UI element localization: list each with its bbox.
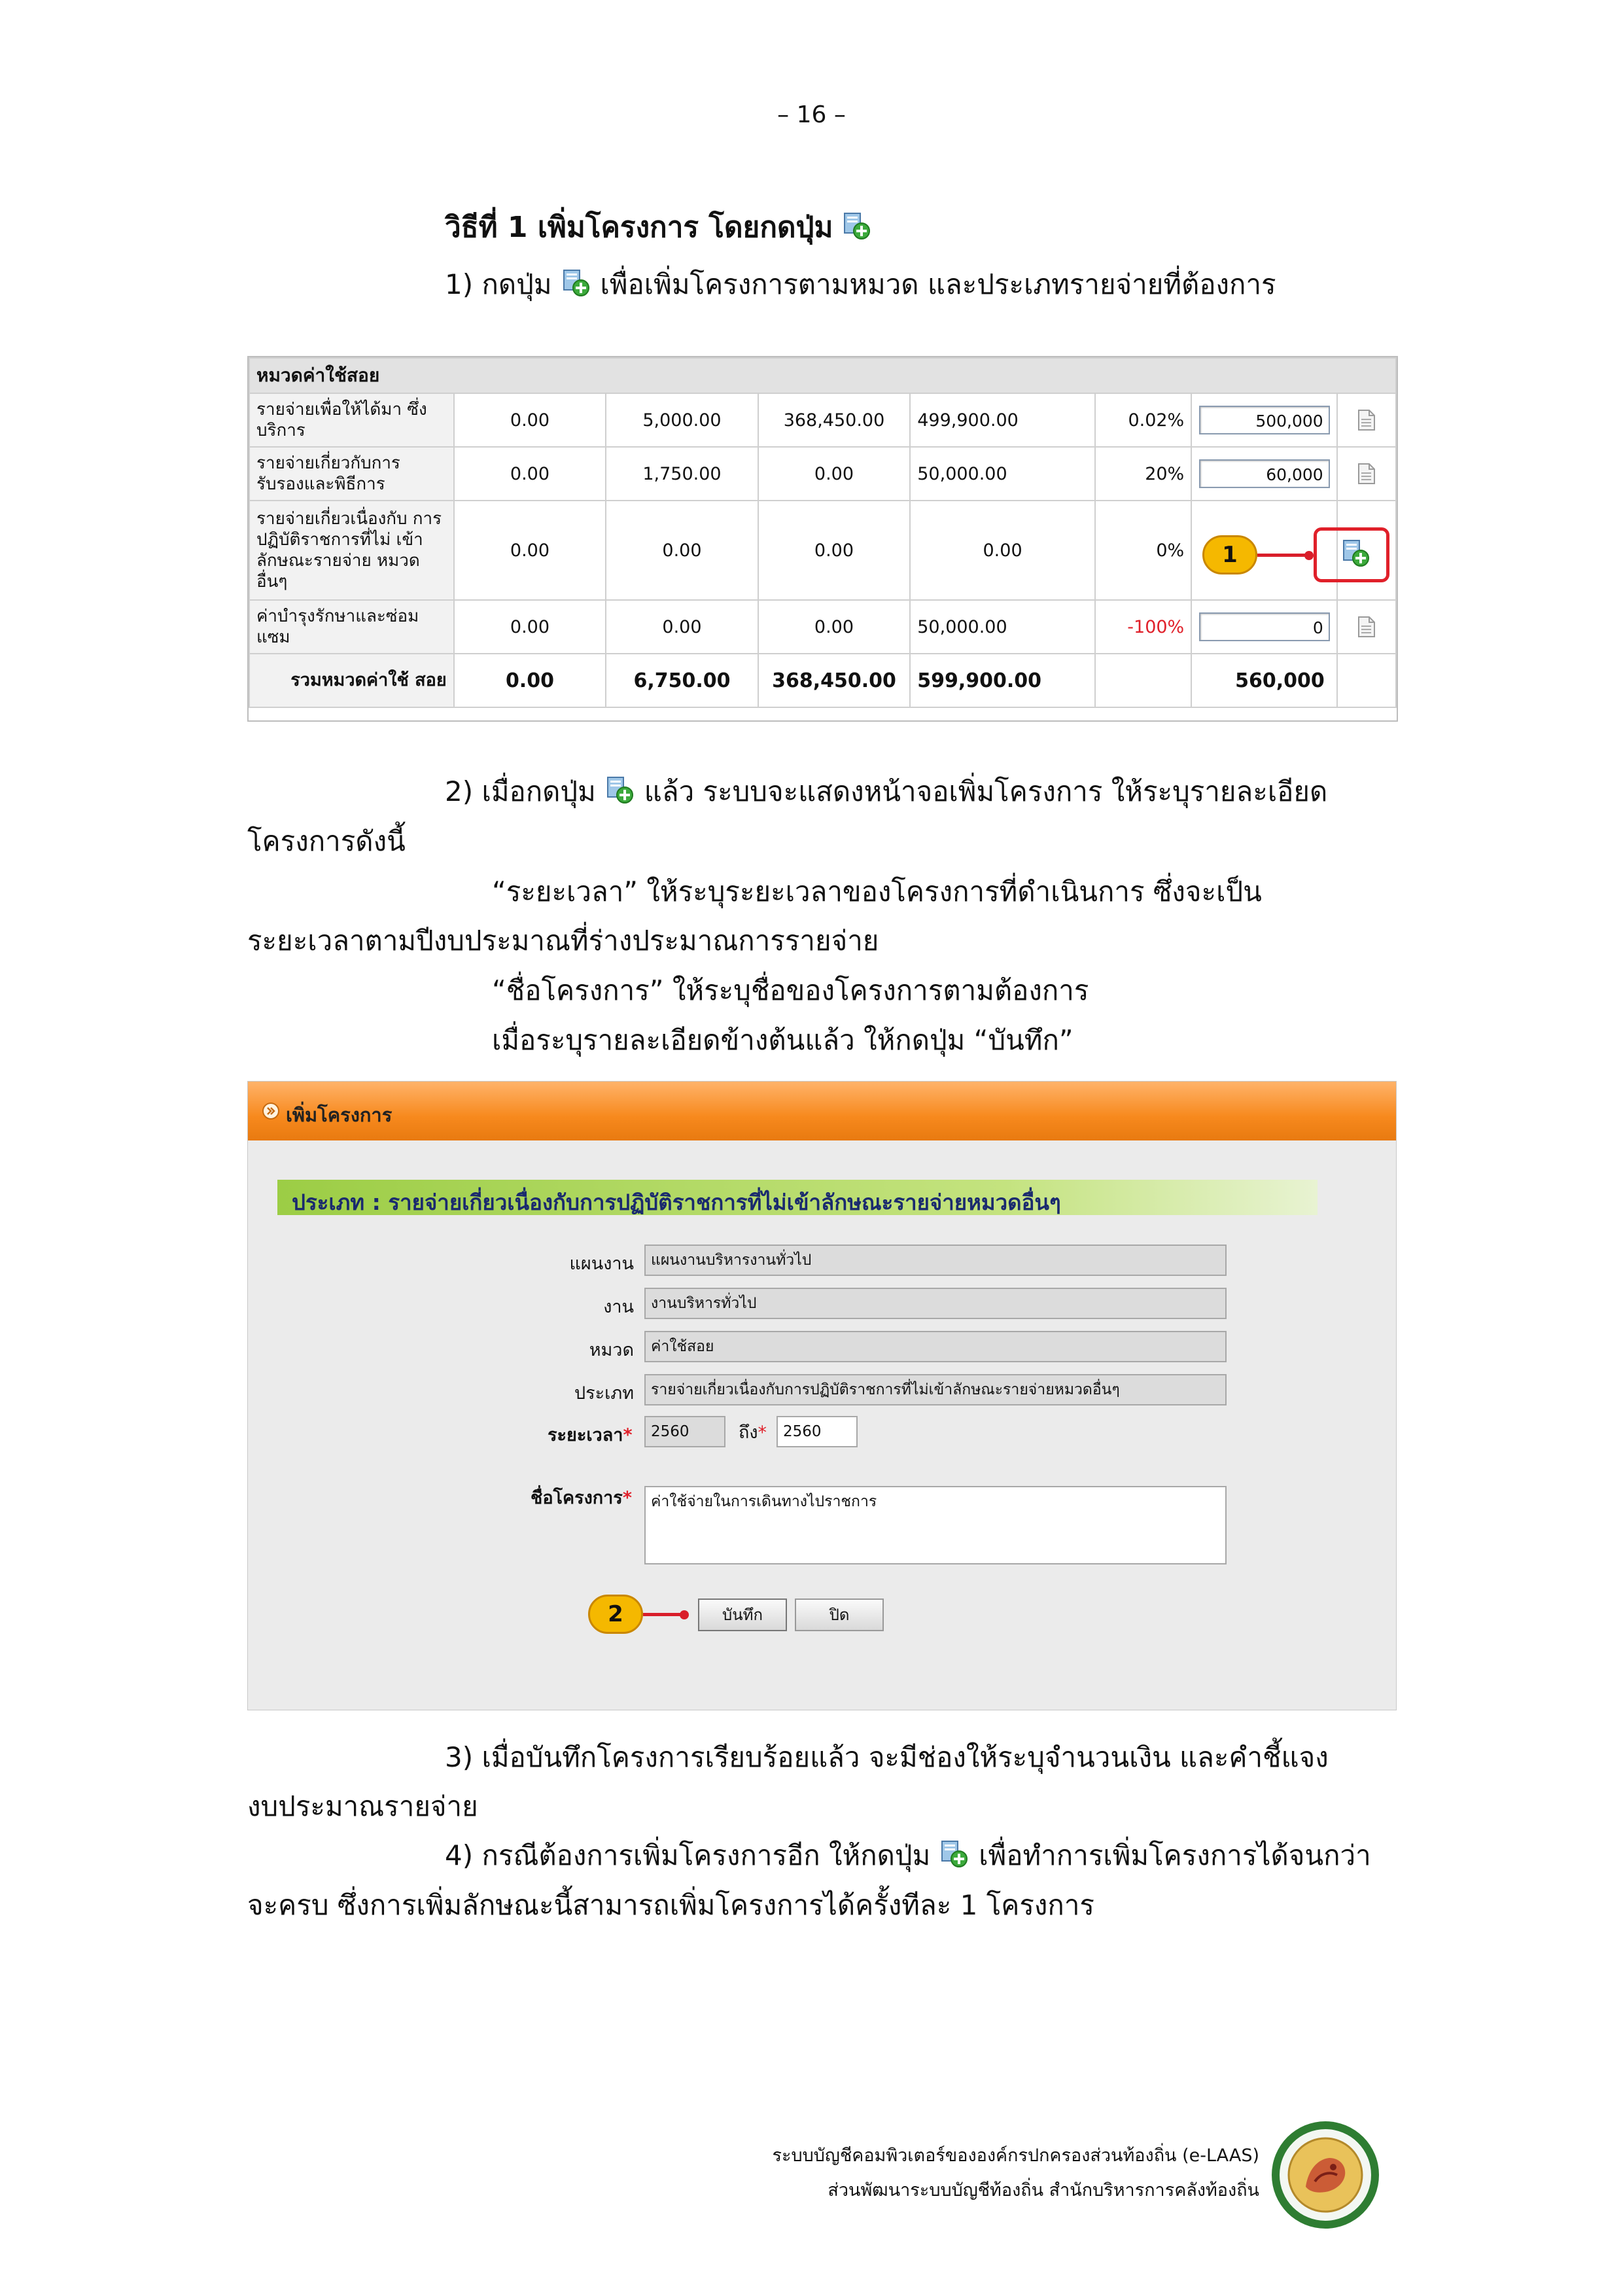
cell: 0.00 bbox=[454, 600, 606, 654]
table-row bbox=[249, 600, 1396, 654]
method-heading-text: วิธีที่ 1 เพิ่มโครงการ โดยกดปุ่ม bbox=[445, 211, 833, 244]
required-mark: * bbox=[758, 1422, 767, 1443]
method-heading bbox=[445, 208, 881, 247]
dialog-header bbox=[248, 1082, 1396, 1140]
amount-cell bbox=[1191, 447, 1337, 501]
callout-2: 2 bbox=[588, 1595, 643, 1634]
footer-line2: ส่วนพัฒนาระบบบัญชีท้องถิ่น สำนักบริหารการคลังท้องถิ่น bbox=[828, 2180, 1259, 2200]
document-icon[interactable] bbox=[1357, 409, 1376, 431]
work-label: งาน bbox=[603, 1297, 634, 1317]
cell: 0.00 bbox=[758, 600, 911, 654]
callout-2-line bbox=[643, 1613, 684, 1616]
cell: 0.00 bbox=[454, 447, 606, 501]
to-label-wrap bbox=[739, 1418, 767, 1446]
table-row bbox=[249, 393, 1396, 447]
cell: 0.00 bbox=[454, 654, 606, 707]
percent-cell: 0.02% bbox=[1095, 393, 1191, 447]
cell: 0.00 bbox=[454, 501, 606, 600]
cell: 499,900.00 bbox=[910, 393, 1095, 447]
type-label: ประเภท bbox=[574, 1383, 634, 1404]
row-label: ค่าบำรุงรักษาและซ่อม แซม bbox=[249, 600, 454, 654]
cell: 50,000.00 bbox=[910, 600, 1095, 654]
row-label: รายจ่ายเกี่ยวกับการ รับรองและพิธีการ bbox=[249, 447, 454, 501]
table-row bbox=[249, 447, 1396, 501]
step4-line2: จะครบ ซึ่งการเพิ่มลักษณะนี้สามารถเพิ่มโครงการได้ครั้งทีละ 1 โครงการ bbox=[247, 1889, 1094, 1921]
step2-line6: เมื่อระบุรายละเอียดข้างต้นแล้ว ให้กดปุ่ม “บันทึก” bbox=[492, 1024, 1073, 1056]
type-bar-text: ประเภท : รายจ่ายเกี่ยวเนื่องกับการปฏิบัติราชการที่ไม่เข้าลักษณะรายจ่ายหมวดอื่นๆ bbox=[292, 1190, 1061, 1215]
category-label: หมวด bbox=[589, 1340, 634, 1360]
add-project-icon bbox=[939, 1839, 969, 1869]
table-header-row bbox=[249, 358, 1396, 393]
step4-prefix: 4) กรณีต้องการเพิ่มโครงการอีก ให้กดปุ่ม bbox=[445, 1839, 931, 1871]
step4-suffix: เพื่อทำการเพิ่มโครงการได้จนกว่า bbox=[979, 1839, 1371, 1871]
period-label-wrap bbox=[548, 1421, 633, 1449]
add-project-icon bbox=[561, 268, 591, 298]
document-icon[interactable] bbox=[1357, 463, 1376, 485]
period-to-field[interactable]: 2560 bbox=[777, 1416, 858, 1447]
add-project-dialog bbox=[247, 1081, 1397, 1710]
step2-line4: ระยะเวลาตามปีงบประมาณที่ร่างประมาณการรายจ่าย bbox=[247, 925, 879, 957]
page-number: – 16 – bbox=[777, 101, 846, 128]
step1-prefix: 1) กดปุ่ม bbox=[445, 268, 552, 300]
cell: 6,750.00 bbox=[606, 654, 758, 707]
step1-suffix: เพื่อเพิ่มโครงการตามหมวด และประเภทรายจ่ายที่ต้องการ bbox=[600, 268, 1276, 300]
cell: 5,000.00 bbox=[606, 393, 758, 447]
dialog-title: เพิ่มโครงการ bbox=[286, 1104, 393, 1126]
cell: 368,450.00 bbox=[758, 654, 911, 707]
cell: 0.00 bbox=[758, 447, 911, 501]
plan-field[interactable]: แผนงานบริหารงานทั่วไป bbox=[644, 1245, 1227, 1276]
step2-suffix: แล้ว ระบบจะแสดงหน้าจอเพิ่มโครงการ ให้ระบุรายละเอียด bbox=[644, 775, 1328, 807]
step3-line2: งบประมาณรายจ่าย bbox=[247, 1790, 478, 1822]
add-project-icon[interactable] bbox=[1341, 538, 1371, 568]
step2-line2: โครงการดังนี้ bbox=[247, 825, 406, 857]
document-icon[interactable] bbox=[1357, 616, 1376, 638]
category-header: หมวดค่าใช้สอย bbox=[249, 358, 1396, 393]
callout-1-line bbox=[1257, 554, 1308, 557]
cell: 368,450.00 bbox=[758, 393, 911, 447]
callout-2-dot bbox=[680, 1610, 689, 1619]
add-project-icon bbox=[842, 211, 872, 241]
callout-1: 1 bbox=[1202, 535, 1257, 574]
row-label: รายจ่ายเพื่อให้ได้มา ซึ่งบริการ bbox=[249, 393, 454, 447]
percent-cell: 20% bbox=[1095, 447, 1191, 501]
step2-line3: “ระยะเวลา” ให้ระบุระยะเวลาของโครงการที่ดำเนินการ ซึ่งจะเป็น bbox=[492, 875, 1262, 908]
close-button[interactable]: ปิด bbox=[795, 1598, 884, 1631]
category-field[interactable]: ค่าใช้สอย bbox=[644, 1331, 1227, 1362]
work-field[interactable]: งานบริหารทั่วไป bbox=[644, 1288, 1227, 1319]
required-mark: * bbox=[622, 1488, 632, 1508]
callout-1-dot bbox=[1304, 551, 1314, 560]
step2-line5: “ชื่อโครงการ” ให้ระบุชื่อของโครงการตามต้องการ bbox=[492, 974, 1089, 1006]
cell: 50,000.00 bbox=[910, 447, 1095, 501]
table-total-row bbox=[249, 654, 1396, 707]
cell bbox=[1095, 654, 1191, 707]
cell: 0.00 bbox=[606, 600, 758, 654]
amount-input[interactable]: 500,000 bbox=[1199, 406, 1330, 434]
amount-cell bbox=[1191, 393, 1337, 447]
cell: 1,750.00 bbox=[606, 447, 758, 501]
cell: 0.00 bbox=[758, 501, 911, 600]
step4-line1 bbox=[445, 1836, 1371, 1875]
cell: 0.00 bbox=[454, 393, 606, 447]
step3-line1: 3) เมื่อบันทึกโครงการเรียบร้อยแล้ว จะมีช่องให้ระบุจำนวนเงิน และคำชี้แจง bbox=[445, 1741, 1329, 1773]
step2-line1 bbox=[445, 772, 1327, 811]
percent-cell: -100% bbox=[1095, 600, 1191, 654]
department-seal-logo bbox=[1269, 2119, 1382, 2231]
amount-cell bbox=[1191, 600, 1337, 654]
to-label: ถึง bbox=[739, 1422, 758, 1443]
footer-line1: ระบบบัญชีคอมพิวเตอร์ขององค์กรปกครองส่วนท้องถิ่น (e-LAAS) bbox=[772, 2146, 1259, 2166]
cell: 0.00 bbox=[606, 501, 758, 600]
detail-cell bbox=[1337, 393, 1396, 447]
step1-line bbox=[445, 265, 1276, 304]
detail-cell bbox=[1337, 447, 1396, 501]
amount-input[interactable]: 60,000 bbox=[1199, 459, 1330, 488]
project-name-input[interactable]: ค่าใช้จ่ายในการเดินทางไปราชการ bbox=[644, 1486, 1227, 1564]
total-label: รวมหมวดค่าใช้ สอย bbox=[249, 654, 454, 707]
percent-cell: 0% bbox=[1095, 501, 1191, 600]
type-field[interactable]: รายจ่ายเกี่ยวเนื่องกับการปฏิบัติราชการที่ไม่เข้าลักษณะรายจ่ายหมวดอื่นๆ bbox=[644, 1374, 1227, 1405]
row-label: รายจ่ายเกี่ยวเนื่องกับ การปฏิบัติราชการที่ไม่ เข้าลักษณะรายจ่าย หมวดอื่นๆ bbox=[249, 501, 454, 600]
save-button[interactable]: บันทึก bbox=[698, 1598, 787, 1631]
cell: 0.00 bbox=[910, 501, 1095, 600]
period-label: ระยะเวลา bbox=[548, 1425, 623, 1445]
period-from-field[interactable]: 2560 bbox=[644, 1416, 725, 1447]
add-project-icon bbox=[605, 775, 635, 805]
project-name-label: ชื่อโครงการ bbox=[531, 1488, 623, 1508]
total-amount: 560,000 bbox=[1191, 654, 1337, 707]
amount-input[interactable]: 0 bbox=[1199, 612, 1330, 641]
step2-prefix: 2) เมื่อกดปุ่ม bbox=[445, 775, 596, 807]
plan-label: แผนงาน bbox=[569, 1254, 634, 1274]
detail-cell bbox=[1337, 600, 1396, 654]
cell: 599,900.00 bbox=[910, 654, 1095, 707]
cell bbox=[1337, 654, 1396, 707]
type-bar bbox=[277, 1180, 1318, 1215]
required-mark: * bbox=[623, 1425, 633, 1445]
double-arrow-icon bbox=[262, 1103, 279, 1120]
name-label-wrap bbox=[531, 1483, 632, 1511]
